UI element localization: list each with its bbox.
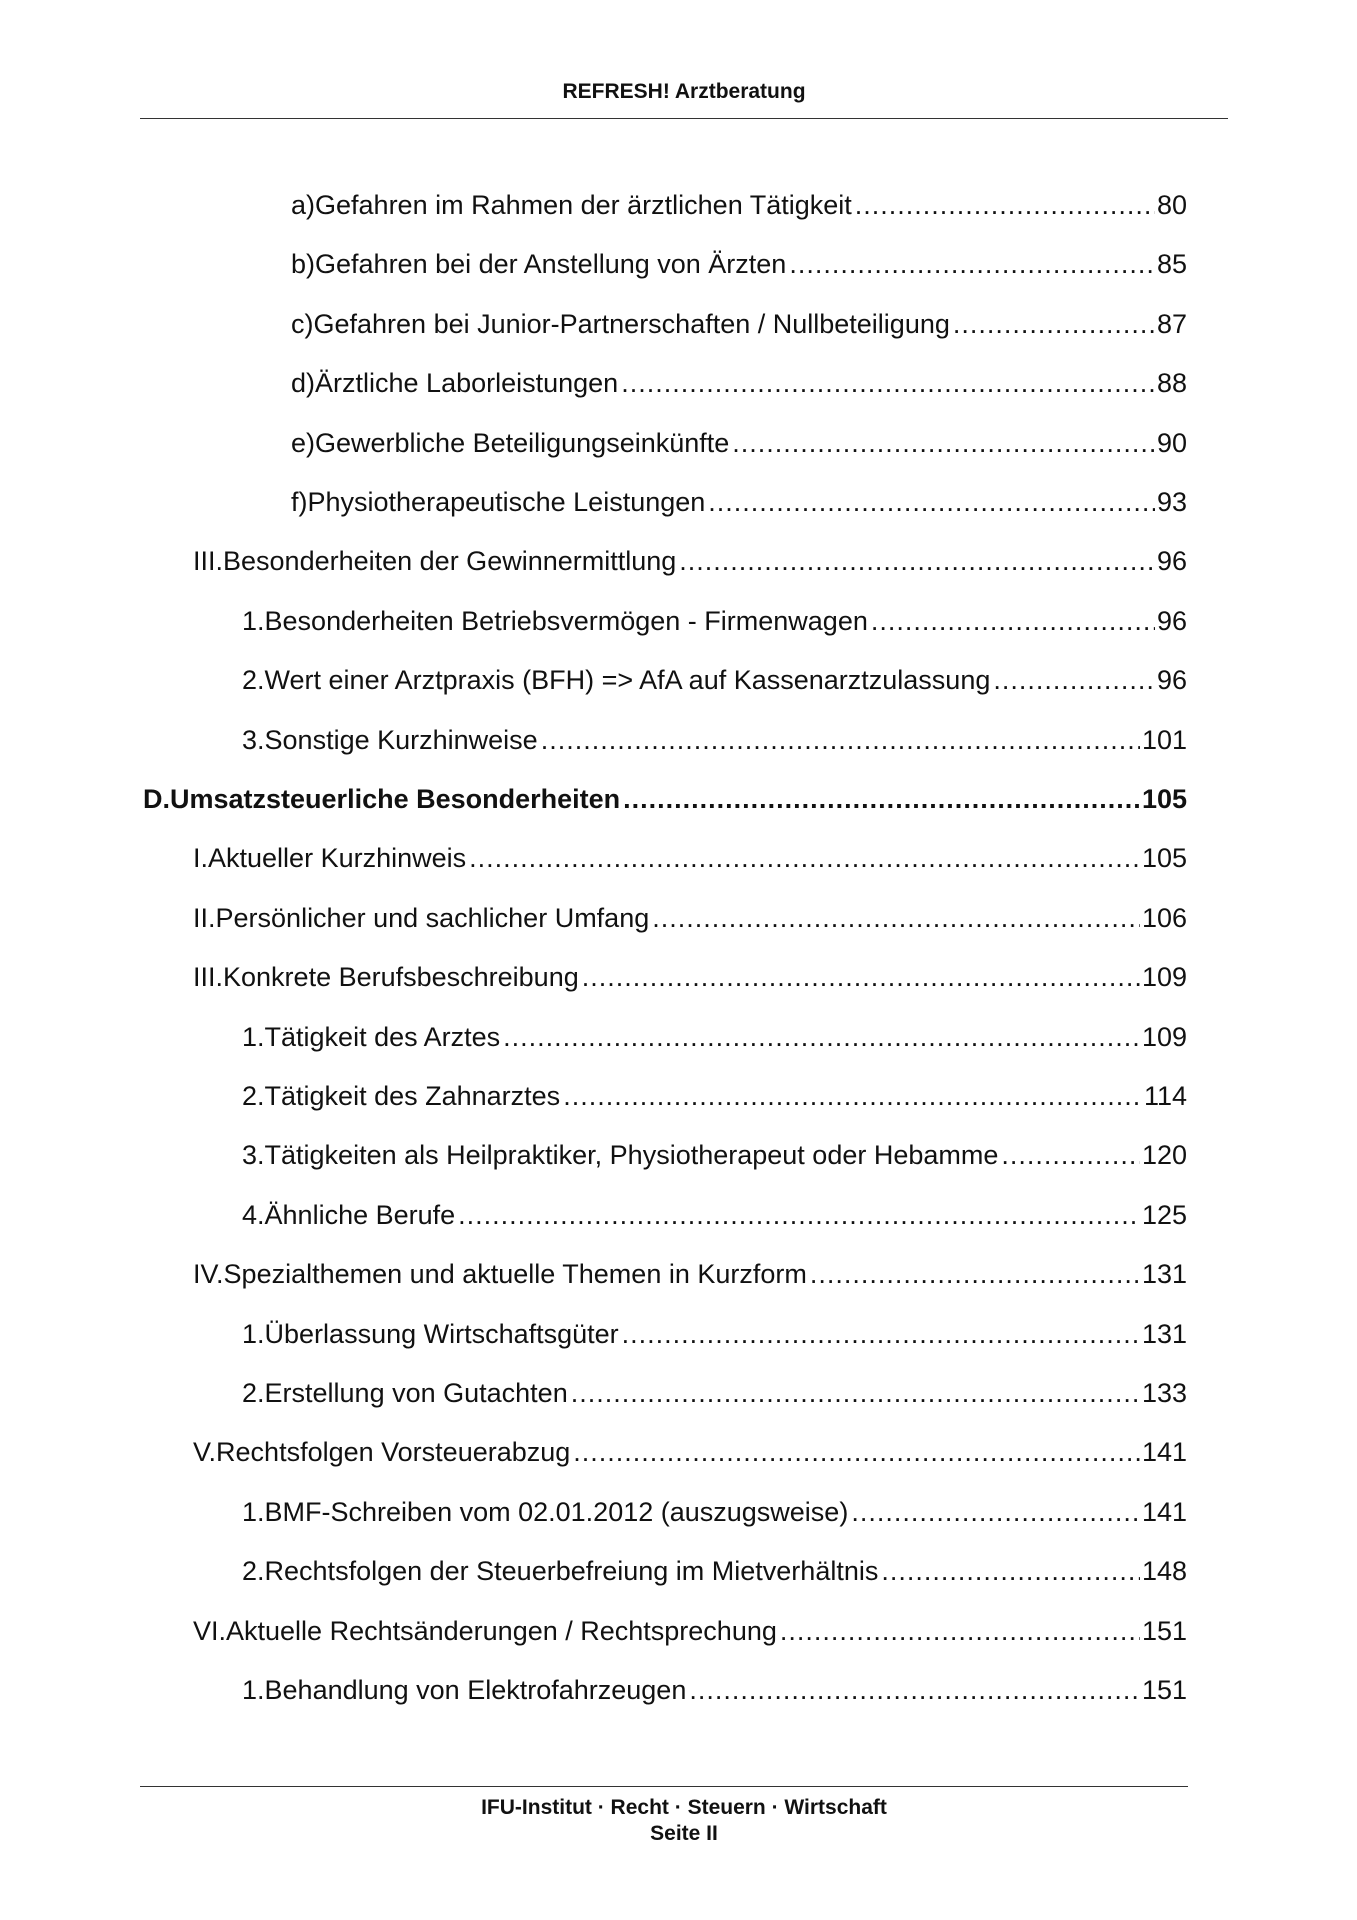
toc-entry-number: 2. bbox=[242, 665, 265, 696]
toc-leader-dots bbox=[582, 962, 1140, 993]
toc-entry-title: Sonstige Kurzhinweise bbox=[264, 724, 538, 755]
toc-entry-title: Tätigkeit des Zahnarztes bbox=[264, 1081, 561, 1111]
toc-entry-title: Gefahren im Rahmen der ärztlichen Tätigkeit bbox=[315, 190, 852, 220]
toc-entry[interactable] bbox=[193, 962, 1187, 993]
footer-divider bbox=[140, 1786, 1188, 1787]
toc-entry[interactable] bbox=[193, 546, 1187, 577]
toc-entry-number: IV. bbox=[193, 1259, 224, 1290]
toc-entry-number: VI. bbox=[193, 1615, 227, 1646]
toc-entry-page: 85 bbox=[1156, 249, 1187, 280]
toc-entry-page: 109 bbox=[1141, 962, 1187, 993]
toc-entry-number: b) bbox=[291, 249, 316, 280]
toc-leader-dots bbox=[623, 784, 1140, 815]
toc-entry[interactable] bbox=[193, 843, 1187, 874]
toc-leader-dots bbox=[993, 665, 1155, 696]
toc-entry-page: 88 bbox=[1156, 368, 1187, 399]
toc-entry[interactable] bbox=[242, 725, 1187, 756]
toc-entry[interactable] bbox=[291, 487, 1187, 518]
toc-entry[interactable] bbox=[291, 368, 1187, 399]
toc-entry[interactable] bbox=[242, 1378, 1187, 1409]
toc-entry-number: V. bbox=[193, 1437, 217, 1468]
toc-leader-dots bbox=[780, 1616, 1140, 1647]
toc-entry-title: Besonderheiten der Gewinnermittlung bbox=[223, 546, 677, 577]
toc-entry-page: 93 bbox=[1156, 487, 1187, 517]
toc-entry-number: 3. bbox=[242, 1140, 265, 1171]
toc-entry-number: 2. bbox=[242, 1556, 265, 1587]
footer-institute: IFU-Institut · Recht · Steuern · Wirtschaft bbox=[481, 1796, 887, 1819]
toc-entry-title: Rechtsfolgen Vorsteuerabzug bbox=[216, 1437, 571, 1468]
toc-entry[interactable] bbox=[242, 1022, 1187, 1053]
toc-entry-number: II. bbox=[193, 902, 216, 933]
toc-entry[interactable] bbox=[242, 606, 1187, 637]
toc-entry[interactable] bbox=[143, 784, 1187, 815]
toc-entry[interactable] bbox=[242, 1081, 1187, 1112]
toc-entry-page: 131 bbox=[1141, 1318, 1187, 1349]
toc-leader-dots bbox=[458, 1200, 1140, 1231]
toc-leader-dots bbox=[851, 1497, 1140, 1528]
toc-entry-title: Spezialthemen und aktuelle Themen in Kurzform bbox=[223, 1259, 807, 1290]
toc-entry-page: 141 bbox=[1141, 1496, 1187, 1527]
toc-leader-dots bbox=[621, 368, 1155, 399]
toc-entry-page: 120 bbox=[1141, 1140, 1187, 1171]
toc-leader-dots bbox=[953, 309, 1155, 340]
toc-entry-number: e) bbox=[291, 427, 316, 458]
toc-entry-number: 3. bbox=[242, 724, 265, 755]
toc-leader-dots bbox=[1001, 1140, 1140, 1171]
toc-entry-number: d) bbox=[291, 368, 316, 399]
toc-entry-title: Gewerbliche Beteiligungseinkünfte bbox=[315, 427, 730, 458]
toc-entry-title: Aktuelle Rechtsänderungen / Rechtsprechung bbox=[226, 1615, 777, 1646]
toc-entry[interactable] bbox=[193, 1259, 1187, 1290]
toc-entry-title: Gefahren bei der Anstellung von Ärzten bbox=[315, 249, 787, 280]
page-header: REFRESH! Arztberatung bbox=[562, 80, 806, 103]
toc-entry-page: 133 bbox=[1141, 1378, 1187, 1408]
toc-entry-page: 96 bbox=[1156, 546, 1187, 577]
toc-entry-page: 148 bbox=[1141, 1556, 1187, 1587]
toc-leader-dots bbox=[789, 249, 1155, 280]
toc-entry-number: 2. bbox=[242, 1081, 265, 1111]
toc-entry-page: 105 bbox=[1141, 843, 1187, 874]
toc-entry-number: III. bbox=[193, 962, 224, 993]
toc-entry-page: 101 bbox=[1141, 724, 1187, 755]
toc-entry[interactable] bbox=[193, 903, 1187, 934]
toc-entry-page: 151 bbox=[1141, 1675, 1187, 1705]
toc-entry-title: Überlassung Wirtschaftsgüter bbox=[264, 1318, 619, 1349]
toc-entry-number: III. bbox=[193, 546, 224, 577]
toc-entry-page: 131 bbox=[1141, 1259, 1187, 1290]
toc-entry-title: Tätigkeit des Arztes bbox=[264, 1021, 501, 1052]
toc-entry[interactable] bbox=[242, 665, 1187, 696]
toc-leader-dots bbox=[679, 546, 1155, 577]
toc-entry[interactable] bbox=[242, 1200, 1187, 1231]
toc-entry[interactable] bbox=[242, 1140, 1187, 1171]
toc-entry-number: 1. bbox=[242, 1675, 265, 1705]
toc-leader-dots bbox=[563, 1081, 1142, 1112]
toc-entry[interactable] bbox=[242, 1319, 1187, 1350]
toc-entry-number: 2. bbox=[242, 1378, 265, 1408]
toc-entry[interactable] bbox=[242, 1556, 1187, 1587]
toc-entry-page: 151 bbox=[1141, 1615, 1187, 1646]
toc-entry-number: 1. bbox=[242, 1021, 265, 1052]
toc-leader-dots bbox=[573, 1437, 1140, 1468]
toc-entry-title: Umsatzsteuerliche Besonderheiten bbox=[170, 784, 621, 814]
toc-entry-title: Behandlung von Elektrofahrzeugen bbox=[264, 1675, 687, 1705]
toc-entry-page: 114 bbox=[1143, 1081, 1187, 1111]
toc-entry-page: 90 bbox=[1156, 427, 1187, 458]
toc-leader-dots bbox=[810, 1259, 1140, 1290]
toc-entry-title: BMF-Schreiben vom 02.01.2012 (auszugsweise) bbox=[264, 1496, 849, 1527]
footer-page-number: Seite II bbox=[650, 1822, 718, 1845]
toc-entry-title: Erstellung von Gutachten bbox=[264, 1378, 568, 1408]
toc-entry-page: 80 bbox=[1156, 190, 1187, 220]
toc-entry[interactable] bbox=[291, 428, 1187, 459]
header-divider bbox=[140, 118, 1228, 119]
toc-leader-dots bbox=[652, 903, 1140, 934]
toc-entry[interactable] bbox=[291, 190, 1187, 221]
toc-entry-title: Ähnliche Berufe bbox=[264, 1199, 456, 1230]
toc-entry-page: 87 bbox=[1156, 308, 1187, 339]
toc-entry-page: 106 bbox=[1141, 902, 1187, 933]
toc-leader-dots bbox=[571, 1378, 1140, 1409]
toc-entry-page: 109 bbox=[1141, 1021, 1187, 1052]
toc-entry-number: a) bbox=[291, 190, 316, 220]
toc-leader-dots bbox=[871, 606, 1155, 637]
toc-entry-number: I. bbox=[193, 843, 209, 874]
toc-entry-title: Aktueller Kurzhinweis bbox=[208, 843, 467, 874]
toc-entry-title: Gefahren bei Junior-Partnerschaften / Nullbeteiligung bbox=[313, 308, 950, 339]
toc-entry-title: Persönlicher und sachlicher Umfang bbox=[215, 902, 650, 933]
toc-entry-number: 1. bbox=[242, 1318, 265, 1349]
toc-entry-number: 1. bbox=[242, 605, 265, 636]
toc-entry[interactable] bbox=[193, 1437, 1187, 1468]
toc-entry-page: 141 bbox=[1141, 1437, 1187, 1468]
toc-entry-title: Tätigkeiten als Heilpraktiker, Physiotherapeut oder Hebamme bbox=[264, 1140, 999, 1171]
toc-entry-title: Besonderheiten Betriebsvermögen - Firmenwagen bbox=[264, 605, 868, 636]
toc-entry-number: D. bbox=[143, 784, 170, 814]
toc-entry-title: Ärztliche Laborleistungen bbox=[315, 368, 619, 399]
toc-leader-dots bbox=[503, 1022, 1140, 1053]
toc-entry-page: 96 bbox=[1156, 605, 1187, 636]
toc-leader-dots bbox=[469, 843, 1140, 874]
toc-entry-title: Konkrete Berufsbeschreibung bbox=[223, 962, 579, 993]
toc-entry-page: 105 bbox=[1141, 784, 1187, 814]
toc-entry-number: 4. bbox=[242, 1199, 265, 1230]
toc-leader-dots bbox=[622, 1319, 1140, 1350]
toc-entry[interactable] bbox=[291, 309, 1187, 340]
toc-entry[interactable] bbox=[242, 1675, 1187, 1706]
toc-entry-number: 1. bbox=[242, 1496, 265, 1527]
toc-leader-dots bbox=[689, 1675, 1140, 1706]
toc-entry[interactable] bbox=[242, 1497, 1187, 1528]
toc-entry-page: 96 bbox=[1156, 665, 1187, 696]
toc-leader-dots bbox=[855, 190, 1155, 221]
toc-entry-title: Rechtsfolgen der Steuerbefreiung im Mietverhältnis bbox=[264, 1556, 879, 1587]
toc-entry[interactable] bbox=[193, 1616, 1187, 1647]
toc-leader-dots bbox=[541, 725, 1140, 756]
toc-entry-title: Physiotherapeutische Leistungen bbox=[307, 487, 706, 517]
toc-entry-title: Wert einer Arztpraxis (BFH) => AfA auf Kassenarztzulassung bbox=[264, 665, 991, 696]
toc-leader-dots bbox=[708, 487, 1155, 518]
toc-entry[interactable] bbox=[291, 249, 1187, 280]
toc-entry-page: 125 bbox=[1141, 1199, 1187, 1230]
toc-leader-dots bbox=[881, 1556, 1140, 1587]
toc-leader-dots bbox=[732, 428, 1155, 459]
toc-entry-number: c) bbox=[291, 308, 314, 339]
toc-entry-number: f) bbox=[291, 487, 308, 517]
